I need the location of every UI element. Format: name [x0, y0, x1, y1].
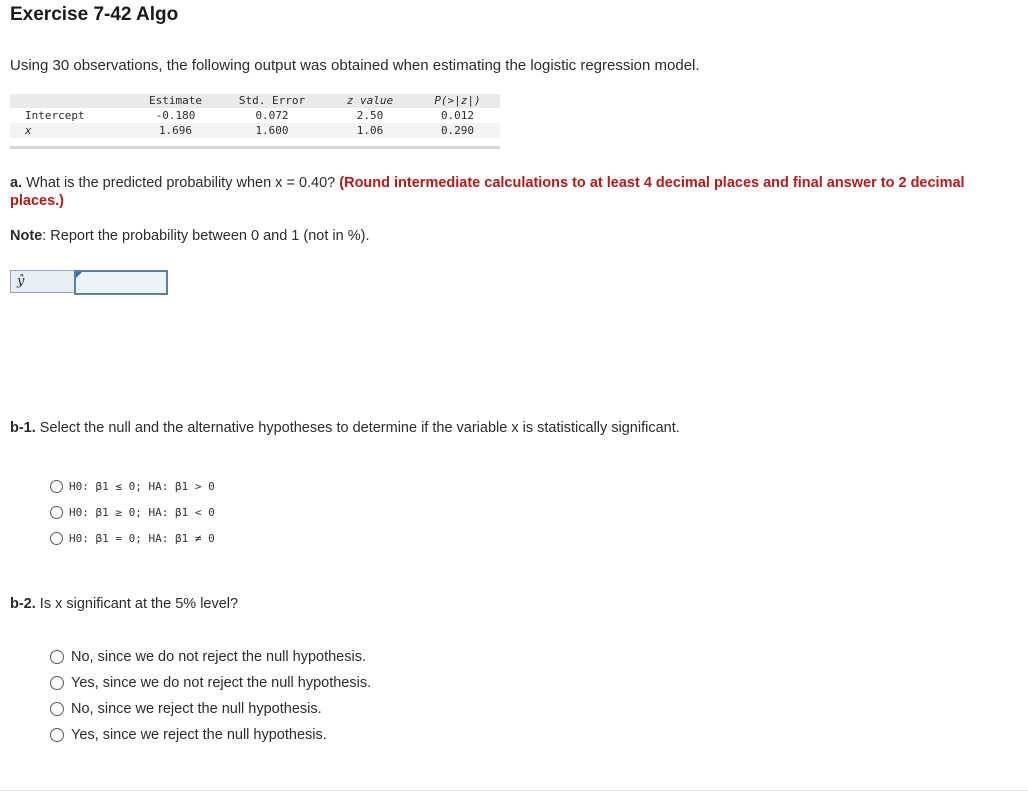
table-header-row — [10, 94, 500, 108]
hypothesis-option-2[interactable] — [50, 499, 215, 525]
part-a-label: a. — [10, 175, 23, 191]
regression-output-table — [10, 94, 500, 149]
cell-p-value: 0.290 — [440, 124, 475, 137]
flag-icon — [76, 272, 82, 278]
cell-p-value: 0.012 — [440, 109, 475, 122]
cell-estimate: -0.180 — [155, 109, 196, 122]
hypothesis-text: H0: β1 ≥ 0; HA: β1 < 0 — [69, 505, 215, 519]
part-a-question — [10, 174, 970, 210]
intro-text: Using 30 observations, the following output was obtained when estimating the logistic regression model. — [10, 57, 700, 74]
answer-yhat — [10, 270, 168, 293]
radio-button[interactable] — [50, 676, 64, 690]
part-b2-question-text: Is x significant at the 5% level? — [35, 596, 239, 612]
radio-button[interactable] — [50, 506, 63, 519]
option-text: Yes, since we do not reject the null hypothesis. — [71, 675, 372, 691]
significance-option-2[interactable] — [50, 670, 371, 696]
note-text — [10, 228, 369, 244]
significance-option-4[interactable] — [50, 722, 371, 748]
option-text: Yes, since we reject the null hypothesis. — [71, 727, 327, 743]
yhat-input[interactable] — [76, 272, 166, 293]
note-label: Note — [10, 228, 43, 244]
row-label: Intercept — [25, 109, 85, 122]
option-text: No, since we reject the null hypothesis. — [71, 701, 322, 717]
rounding-instruction: (Round intermediate calculations to at least 4 decimal places and final answer to 2 decimal places.) — [10, 175, 965, 209]
radio-button[interactable] — [50, 702, 64, 716]
cell-std-error: 1.600 — [255, 124, 289, 137]
significance-option-1[interactable] — [50, 644, 371, 670]
note-body: : Report the probability between 0 and 1 (not in %). — [42, 228, 370, 244]
yhat-input-wrapper[interactable] — [74, 270, 168, 295]
cell-z-value: 2.50 — [356, 109, 384, 122]
table-bottom-rule — [10, 146, 500, 149]
significance-option-3[interactable] — [50, 696, 371, 722]
option-text: No, since we do not reject the null hypothesis. — [71, 649, 366, 665]
table-row — [10, 108, 500, 123]
page-divider — [0, 790, 1028, 791]
radio-button[interactable] — [50, 650, 64, 664]
part-b1-question-text: Select the null and the alternative hypotheses to determine if the variable x is statistically significant. — [35, 420, 680, 436]
radio-button[interactable] — [50, 532, 63, 545]
cell-estimate: 1.696 — [158, 124, 193, 137]
cell-z-value: 1.06 — [356, 124, 384, 137]
table-row — [10, 123, 500, 138]
header-z-value: z value — [346, 94, 394, 107]
hypothesis-text: H0: β1 = 0; HA: β1 ≠ 0 — [69, 531, 215, 545]
hypothesis-options — [50, 473, 215, 551]
header-p-value: P(>|z|) — [434, 94, 481, 107]
part-b2-question — [10, 596, 238, 612]
hypothesis-option-3[interactable] — [50, 525, 215, 551]
significance-options — [50, 644, 371, 748]
part-b1-label: b-1. — [10, 420, 36, 436]
cell-std-error: 0.072 — [255, 109, 289, 122]
radio-button[interactable] — [50, 728, 64, 742]
hypothesis-text: H0: β1 ≤ 0; HA: β1 > 0 — [69, 479, 215, 493]
row-label: x — [25, 124, 32, 137]
header-estimate: Estimate — [149, 94, 202, 107]
hypothesis-option-1[interactable] — [50, 473, 215, 499]
part-a-question-text: What is the predicted probability when x = 0.40? — [22, 175, 340, 191]
part-b1-question — [10, 420, 680, 436]
header-std-error: Std. Error — [238, 94, 306, 107]
yhat-label: ŷ — [10, 270, 75, 293]
exercise-title: Exercise 7-42 Algo — [10, 4, 179, 25]
part-b2-label: b-2. — [10, 596, 36, 612]
radio-button[interactable] — [50, 480, 63, 493]
